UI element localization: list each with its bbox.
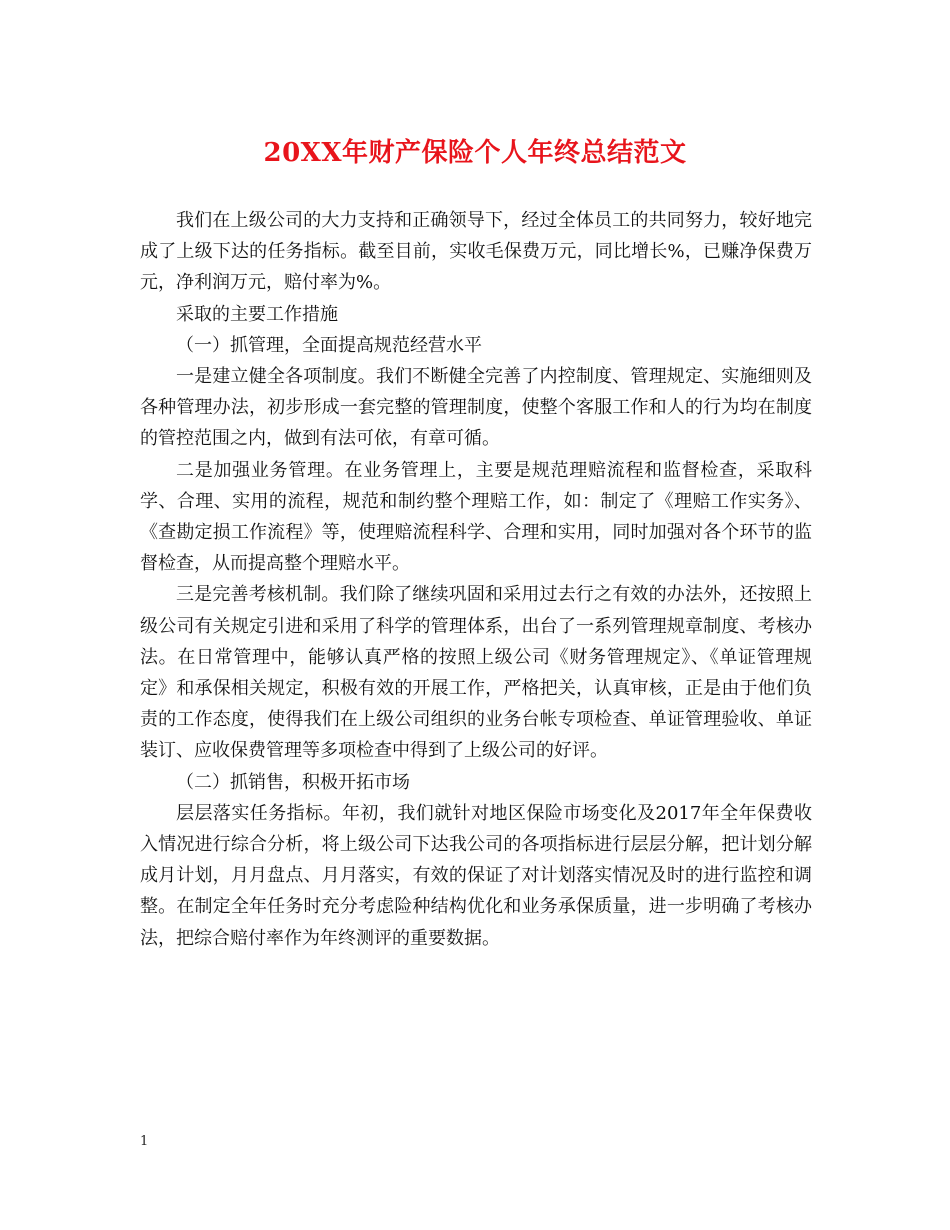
page-number: 1 — [140, 1134, 149, 1149]
document-body — [140, 205, 812, 954]
subsection-heading-management: （一）抓管理，全面提高规范经营水平 — [176, 334, 482, 356]
paragraph-systems: 一是建立健全各项制度。我们不断健全完善了内控制度、管理规定、实施细则及各种管理办法，初步形成一套完整的管理制度，使整个客服工作和人的行为均在制度的管控范围之内，做到有法可依，有章可循。 — [140, 366, 812, 450]
paragraph-assessment: 三是完善考核机制。我们除了继续巩固和采用过去行之有效的办法外，还按照上级公司有关规定引进和采用了科学的管理体系，出台了一系列管理规章制度、考核办法。在日常管理中，能够认真严格的按照上级公司《财务管理规定》、《单证管理规定》和承保相关规定，积极有效的开展工作，严格把关，认真审核，正是由于他们负责的工作态度，使得我们在上级公司组织的业务台帐专项检查、单证管理验收、单证装订、应收保费管理等多项检查中得到了上级公司的好评。 — [140, 584, 812, 762]
document-title: 20XX年财产保险个人年终总结范文 — [263, 138, 687, 168]
paragraph-business-management: 二是加强业务管理。在业务管理上，主要是规范理赔流程和监督检查，采取科学、合理、实用的流程，规范和制约整个理赔工作，如：制定了《理赔工作实务》、《查勘定损工作流程》等，使理赔流程科学、合理和实用，同时加强对各个环节的监督检查，从而提高整个理赔水平。 — [140, 459, 812, 575]
paragraph-intro: 我们在上级公司的大力支持和正确领导下，经过全体员工的共同努力，较好地完成了上级下达的任务指标。截至目前，实收毛保费万元，同比增长%，已赚净保费万元，净利润万元，赔付率为%。 — [140, 210, 812, 294]
paragraph-targets: 层层落实任务指标。年初，我们就针对地区保险市场变化及2017年全年保费收入情况进行综合分析，将上级公司下达我公司的各项指标进行层层分解，把计划分解成月计划，月月盘点、月月落实，有效的保证了对计划落实情况及时的进行监控和调整。在制定全年任务时充分考虑险种结构优化和业务承保质量，进一步明确了考核办法，把综合赔付率作为年终测评的重要数据。 — [140, 802, 812, 949]
section-heading-measures: 采取的主要工作措施 — [176, 303, 338, 325]
subsection-heading-sales: （二）抓销售，积极开拓市场 — [176, 771, 410, 793]
